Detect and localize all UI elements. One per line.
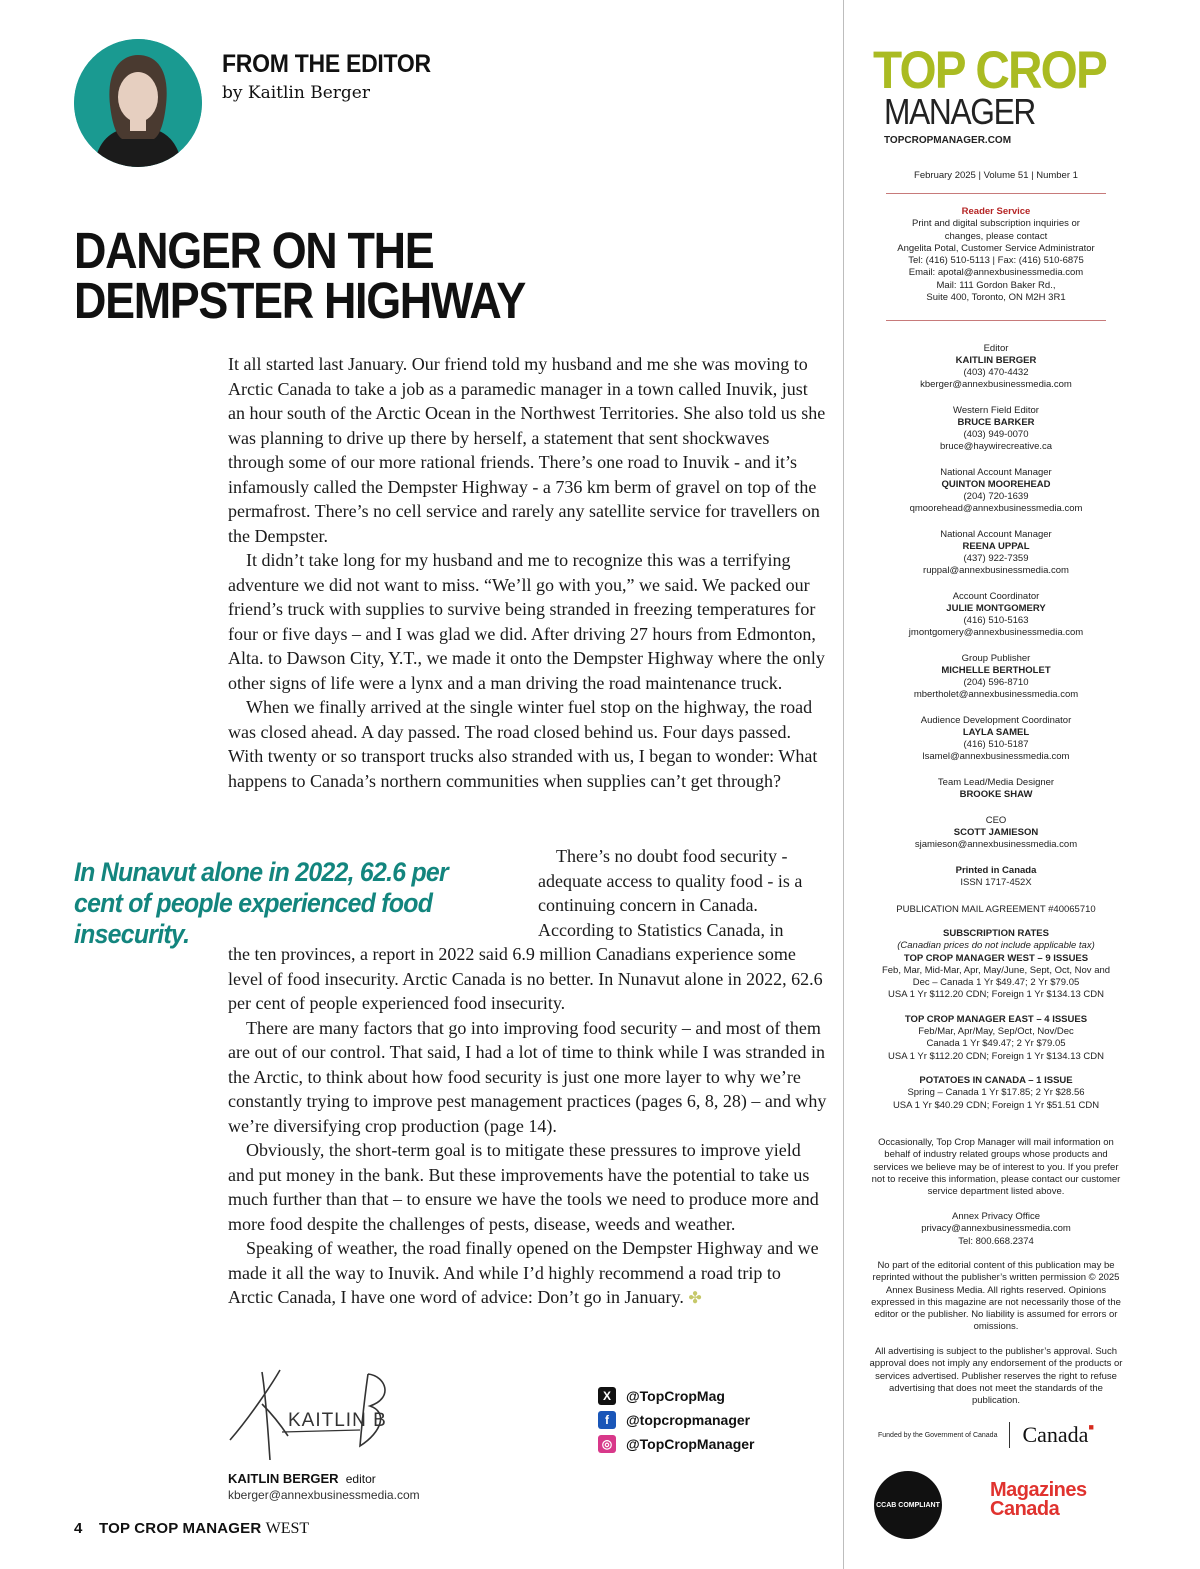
- headline-line-1: DANGER ON THE: [74, 222, 434, 279]
- signature-email: kberger@annexbusinessmedia.com: [228, 1488, 420, 1502]
- staff-phone: (204) 596-8710: [963, 677, 1029, 688]
- subs-line: USA 1 Yr $112.20 CDN; Foreign 1 Yr $134.13 CDN: [888, 989, 1104, 1001]
- signature-role: editor: [345, 1472, 376, 1486]
- article-paragraph-4-start: There’s no doubt food security - adequate access to quality food - is a continuing concern in Canada. According to Statistics Canada, in: [538, 846, 803, 940]
- article-paragraph-2: It didn’t take long for my husband and me to recognize this was a terrifying adventure we did not want to miss. “We’ll go with you,” we said. We packed our friend’s truck with supplies to survive being stranded in freezing temperatures for four or five days – and I was glad we did. After driving 27 hours from Edmonton, Alta. to Dawson City, Y.T., we made it onto the Dempster Highway where the only other signs of life were a lynx and a man driving the road maintenance truck.: [228, 550, 825, 693]
- page-footer: [74, 1520, 309, 1538]
- staff-email: bruce@haywirecreative.ca: [939, 441, 1053, 452]
- brand-logo-line-1: TOP CROP: [873, 41, 1107, 100]
- printed-info: [862, 865, 1130, 889]
- social-instagram[interactable]: [598, 1435, 858, 1453]
- mags-line-2: Canada: [990, 1498, 1060, 1520]
- magazines-canada-logo: [990, 1481, 1087, 1519]
- staff-name: BRUCE BARKER: [957, 417, 1035, 428]
- staff-role: Audience Development Coordinator: [920, 715, 1072, 726]
- brand-logo-line-2: MANAGER: [884, 91, 1035, 132]
- byline: by Kaitlin Berger: [222, 83, 370, 103]
- staff-name: BROOKE SHAW: [959, 789, 1033, 800]
- reader-service: [862, 206, 1130, 304]
- canada-wordmark: [1009, 1422, 1093, 1448]
- pull-quote: In Nunavut alone in 2022, 62.6 per cent of people experienced food insecurity.: [74, 857, 448, 949]
- brand-url[interactable]: TOPCROPMANAGER.COM: [884, 135, 1012, 146]
- issn: ISSN 1717-452X: [960, 877, 1032, 888]
- staff-entry: [862, 343, 1130, 391]
- footer-region: WEST: [265, 1520, 310, 1537]
- staff-entry: [862, 591, 1130, 639]
- staff-role: CEO: [985, 815, 1007, 826]
- staff-entry: [862, 777, 1130, 801]
- staff-email: lsamel@annexbusinessmedia.com: [922, 751, 1070, 762]
- article-paragraph-3: When we finally arrived at the single winter fuel stop on the highway, the road was closed ahead. A day passed. The road closed behind us. Four days passed. With twenty or so transport trucks also stranded with us, I began to wonder: What happens to Canada’s northern communities when supplies can’t get through?: [228, 697, 818, 791]
- signature-handwriting: KAITLIN B: [288, 1410, 387, 1431]
- rights-notice: No part of the editorial content of this publication may be reprinted without the publisher’s written permission © 2025 Annex Business Media. All rights reserved. Opinions expressed in this magazine are not necessarily those of the editor or the publisher. No liability is assumed for errors or omissions.: [871, 1260, 1121, 1333]
- subscription-rates: [862, 928, 1130, 1112]
- facebook-icon: f: [598, 1411, 616, 1429]
- editor-avatar: [74, 39, 202, 167]
- social-x[interactable]: [598, 1387, 858, 1405]
- end-mark-leaf-icon: ✤: [688, 1290, 702, 1307]
- headline-line-2: DEMPSTER HIGHWAY: [74, 272, 526, 329]
- page-number: 4: [74, 1520, 83, 1537]
- footer-publication: TOP CROP MANAGER: [99, 1520, 262, 1537]
- staff-name: QUINTON MOOREHEAD: [941, 479, 1051, 490]
- staff-entry: [862, 529, 1130, 577]
- reader-service-line: Angelita Potal, Customer Service Administrator: [897, 242, 1095, 254]
- social-facebook[interactable]: [598, 1411, 858, 1429]
- reader-service-line: Print and digital subscription inquiries or: [912, 218, 1080, 230]
- section-label: FROM THE EDITOR: [222, 50, 431, 78]
- mail-notice: Occasionally, Top Crop Manager will mail information on behalf of industry related groups whose products and services we believe may be of interest to you. If you prefer not to receive this information, please contact our customer service department listed above.: [871, 1137, 1121, 1198]
- privacy-line: privacy@annexbusinessmedia.com: [921, 1223, 1071, 1235]
- article-paragraph-5: There are many factors that go into improving food security – and most of them are out of our control. That said, I had a lot of time to think while I was stranded in the Arctic, to think about how food security is just one more layer to why we’re constantly trying to improve pest management practices (pages 6, 8, 28) – and why we’re diversifying crop production (page 14).: [228, 1017, 827, 1136]
- staff-email: ruppal@annexbusinessmedia.com: [923, 565, 1069, 576]
- staff-name: MICHELLE BERTHOLET: [941, 665, 1051, 676]
- staff-email: kberger@annexbusinessmedia.com: [920, 379, 1072, 390]
- social-handle[interactable]: @topcropmanager: [626, 1412, 751, 1428]
- funded-by-text: Funded by the Government of Canada: [878, 1431, 998, 1439]
- staff-name: REENA UPPAL: [962, 541, 1030, 552]
- staff-email: mbertholet@annexbusinessmedia.com: [913, 689, 1079, 700]
- reader-service-title: Reader Service: [961, 206, 1031, 217]
- subs-line: Feb/Mar, Apr/May, Sep/Oct, Nov/Dec: [918, 1026, 1074, 1038]
- subs-line: Spring – Canada 1 Yr $17.85; 2 Yr $28.56: [907, 1087, 1085, 1099]
- staff-phone: (204) 720-1639: [963, 491, 1029, 502]
- staff-phone: (437) 922-7359: [963, 553, 1029, 564]
- mags-line-1: Magazines: [990, 1479, 1087, 1501]
- subs-potatoes-title: POTATOES IN CANADA – 1 ISSUE: [919, 1074, 1073, 1086]
- staff-name: SCOTT JAMIESON: [953, 827, 1039, 838]
- staff-phone: (403) 949-0070: [963, 429, 1029, 440]
- privacy-office: [862, 1211, 1130, 1248]
- reader-service-line: Tel: (416) 510-5113 | Fax: (416) 510-6875: [908, 255, 1084, 267]
- subs-line: Canada 1 Yr $49.47; 2 Yr $79.05: [926, 1038, 1066, 1050]
- article-body-bottom: [228, 942, 828, 1312]
- subs-note: (Canadian prices do not include applicable tax): [897, 940, 1095, 952]
- article-paragraph-7-text: Speaking of weather, the road finally opened on the Dempster Highway and we made it all the way to Inuvik. And while I’d highly recommend a road trip to Arctic Canada, I have one word of advice: Don’t go in January.: [228, 1238, 819, 1307]
- seal-text: CCAB COMPLIANT: [876, 1501, 940, 1509]
- staff-role: Western Field Editor: [953, 405, 1039, 416]
- subs-title: SUBSCRIPTION RATES: [943, 928, 1049, 939]
- subs-line: Dec – Canada 1 Yr $49.47; 2 Yr $79.05: [912, 977, 1080, 989]
- reader-service-line: Mail: 111 Gordon Baker Rd.,: [936, 279, 1056, 291]
- staff-list: [862, 343, 1130, 903]
- column-divider: [843, 0, 844, 1569]
- staff-entry: [862, 405, 1130, 453]
- staff-email: sjamieson@annexbusinessmedia.com: [914, 839, 1078, 850]
- canada-wordmark-text: Canada: [1022, 1422, 1089, 1447]
- staff-name: LAYLA SAMEL: [962, 727, 1030, 738]
- article-paragraph-7: [228, 1236, 828, 1312]
- rule-top: [886, 193, 1106, 194]
- staff-email: qmoorehead@annexbusinessmedia.com: [909, 503, 1083, 514]
- signature-image: [222, 1362, 402, 1462]
- staff-role: Account Coordinator: [952, 591, 1040, 602]
- signature-name-text: KAITLIN BERGER: [228, 1471, 339, 1486]
- staff-phone: (416) 510-5187: [963, 739, 1029, 750]
- article-paragraph-6: Obviously, the short-term goal is to mitigate these pressures to improve yield and put money in the bank. But these improvements have the potential to take us much further than that – to ensure we have the tools we need to produce more and more food despite the challenges of pests, disease, weeds and weather.: [228, 1140, 819, 1234]
- privacy-line: Tel: 800.668.2374: [958, 1235, 1034, 1247]
- ccab-seal-icon: [874, 1471, 942, 1539]
- privacy-line: Annex Privacy Office: [951, 1211, 1040, 1222]
- article-body-top: [228, 352, 828, 793]
- editor-portrait-icon: [74, 39, 202, 167]
- social-handle[interactable]: @TopCropMag: [626, 1388, 725, 1404]
- reader-service-line: Email: apotal@annexbusinessmedia.com: [908, 267, 1084, 279]
- staff-role: National Account Manager: [940, 529, 1052, 540]
- x-icon: X: [598, 1387, 616, 1405]
- article-paragraph-4-rest: the ten provinces, a report in 2022 said 6.9 million Canadians experience some level of food insecurity. Arctic Canada is no better. In Nunavut alone in 2022, 62.6 per cent of people experienced food insecurity.: [228, 944, 823, 1013]
- advertising-notice: All advertising is subject to the publisher’s approval. Such approval does not imply any endorsement of the products or services advertised. Publisher reserves the right to refuse advertising that does not meet the standards of the publication.: [869, 1346, 1123, 1407]
- rule-bottom: [886, 320, 1106, 321]
- government-funding: [878, 1422, 1118, 1448]
- printed-title: Printed in Canada: [955, 865, 1037, 876]
- staff-name: KAITLIN BERGER: [955, 355, 1037, 366]
- staff-role: National Account Manager: [940, 467, 1052, 478]
- staff-phone: (416) 510-5163: [963, 615, 1029, 626]
- staff-role: Editor: [983, 343, 1009, 354]
- article-paragraph-1: It all started last January. Our friend told my husband and me she was moving to Arctic Canada to take a job as a paramedic manager in a town called Inuvik, just an hour south of the Arctic Ocean in the Northwest Territories. She also told us she was planning to drive up there by herself, a statement that sent shockwaves through some of our more rational friends. There’s one road to Inuvik - and it’s infamously called the Dempster Highway - a 736 km berm of gravel on top of the permafrost. There’s no cell service and rarely any satellite service for travellers on the Dempster.: [228, 354, 826, 546]
- reader-service-line: Suite 400, Toronto, ON M2H 3R1: [926, 292, 1066, 304]
- signature-name: [228, 1471, 376, 1486]
- staff-role: Group Publisher: [961, 653, 1031, 664]
- staff-name: JULIE MONTGOMERY: [946, 603, 1046, 614]
- staff-entry: [862, 653, 1130, 701]
- instagram-icon: ◎: [598, 1435, 616, 1453]
- subs-line: USA 1 Yr $40.29 CDN; Foreign 1 Yr $51.51 CDN: [892, 1099, 1100, 1111]
- staff-entry: [862, 815, 1130, 851]
- issue-info: February 2025 | Volume 51 | Number 1: [914, 170, 1078, 181]
- page-title: [74, 222, 526, 329]
- article-paragraph-4-wrapped: [538, 844, 830, 942]
- staff-entry: [862, 467, 1130, 515]
- subs-line: USA 1 Yr $112.20 CDN; Foreign 1 Yr $134.13 CDN: [888, 1050, 1104, 1062]
- mail-agreement: PUBLICATION MAIL AGREEMENT #40065710: [896, 904, 1096, 915]
- staff-phone: (403) 470-4432: [963, 367, 1029, 378]
- subs-west-title: TOP CROP MANAGER WEST – 9 ISSUES: [903, 952, 1089, 964]
- staff-entry: [862, 715, 1130, 763]
- reader-service-line: changes, please contact: [944, 230, 1048, 242]
- social-handle[interactable]: @TopCropManager: [626, 1436, 755, 1452]
- subs-line: Feb, Mar, Mid-Mar, Apr, May/June, Sept, Oct, Nov and: [881, 964, 1111, 976]
- staff-role: Team Lead/Media Designer: [937, 777, 1055, 788]
- staff-email: jmontgomery@annexbusinessmedia.com: [908, 627, 1084, 638]
- canada-flag-icon: ■: [1088, 1422, 1094, 1432]
- subs-east-title: TOP CROP MANAGER EAST – 4 ISSUES: [904, 1013, 1088, 1025]
